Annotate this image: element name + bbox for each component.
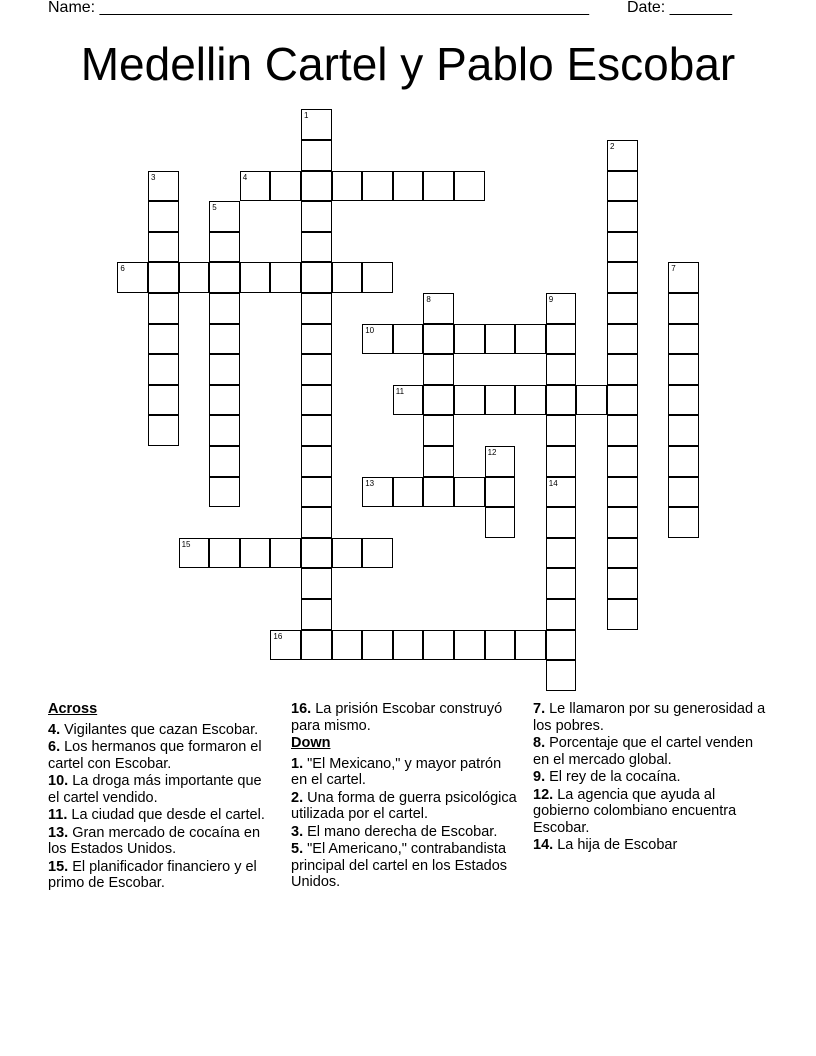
grid-cell[interactable] (423, 354, 454, 385)
grid-cell[interactable] (668, 324, 699, 355)
grid-cell[interactable] (148, 262, 179, 293)
grid-cell[interactable] (301, 232, 332, 263)
grid-cell[interactable] (607, 201, 638, 232)
grid-cell[interactable] (148, 232, 179, 263)
grid-cell[interactable] (607, 446, 638, 477)
grid-cell[interactable] (209, 201, 240, 232)
grid-cell[interactable] (546, 538, 577, 569)
grid-cell[interactable] (117, 262, 148, 293)
grid-cell[interactable] (301, 385, 332, 416)
grid-cell[interactable] (423, 293, 454, 324)
grid-cell[interactable] (546, 568, 577, 599)
grid-cell[interactable] (668, 385, 699, 416)
grid-cell[interactable] (607, 507, 638, 538)
grid-cell[interactable] (209, 232, 240, 263)
grid-cell[interactable] (332, 262, 363, 293)
grid-cell[interactable] (270, 538, 301, 569)
clue-across-15: 15. El planificador financiero y el primo de Escobar. (48, 858, 257, 891)
grid-cell[interactable] (301, 507, 332, 538)
grid-cell[interactable] (270, 262, 301, 293)
grid-cell[interactable] (668, 507, 699, 538)
grid-cell[interactable] (393, 324, 424, 355)
grid-cell[interactable] (393, 385, 424, 416)
grid-cell[interactable] (148, 201, 179, 232)
grid-cell[interactable] (148, 324, 179, 355)
grid-cell[interactable] (301, 293, 332, 324)
grid-cell[interactable] (240, 538, 271, 569)
grid-cell[interactable] (362, 262, 393, 293)
grid-cell[interactable] (362, 538, 393, 569)
grid-cell[interactable] (209, 477, 240, 508)
grid-cell[interactable] (485, 477, 516, 508)
grid-cell[interactable] (301, 140, 332, 171)
grid-cell[interactable] (485, 630, 516, 661)
cell-number: 1 (304, 111, 309, 121)
cell-number: 11 (395, 386, 405, 396)
grid-cell[interactable] (179, 262, 210, 293)
grid-cell[interactable] (209, 354, 240, 385)
grid-cell[interactable] (423, 171, 454, 202)
grid-cell[interactable] (607, 293, 638, 324)
grid-cell[interactable] (607, 385, 638, 416)
grid-cell[interactable] (301, 354, 332, 385)
grid-cell[interactable] (179, 538, 210, 569)
grid-cell[interactable] (332, 171, 363, 202)
grid-cell[interactable] (301, 262, 332, 293)
grid-cell[interactable] (209, 293, 240, 324)
cell-number: 2 (610, 142, 615, 151)
clues-column-3 (533, 701, 773, 855)
cell-number: 4 (242, 172, 248, 182)
grid-cell[interactable] (270, 171, 301, 202)
grid-cell[interactable] (454, 385, 485, 416)
clue-down-5: 5. "El Americano," contrabandista principal del cartel en los Estados Unidos. (291, 841, 508, 890)
grid-cell[interactable] (301, 538, 332, 569)
cell-number: 9 (548, 295, 554, 304)
clue-across-10: 10. La droga más importante que el cartel vendido. (48, 773, 262, 806)
grid-cell[interactable] (546, 354, 577, 385)
cell-number: 12 (487, 448, 497, 457)
grid-cell[interactable] (362, 477, 393, 508)
grid-cell[interactable] (393, 171, 424, 202)
grid-cell[interactable] (362, 324, 393, 355)
grid-cell[interactable] (485, 507, 516, 538)
grid-cell[interactable] (546, 599, 577, 630)
grid-cell[interactable] (301, 568, 332, 599)
grid-cell[interactable] (301, 324, 332, 355)
grid-cell[interactable] (546, 324, 577, 355)
clue-across-4: 4. Vigilantes que cazan Escobar. (48, 721, 259, 738)
grid-cell[interactable] (485, 324, 516, 355)
grid-cell[interactable] (209, 446, 240, 477)
grid-cell[interactable] (546, 446, 577, 477)
grid-cell[interactable] (301, 599, 332, 630)
grid-cell[interactable] (301, 109, 332, 140)
grid-cell[interactable] (209, 262, 240, 293)
grid-cell[interactable] (393, 477, 424, 508)
grid-cell[interactable] (301, 171, 332, 202)
grid-cell[interactable] (332, 538, 363, 569)
grid-cell[interactable] (209, 324, 240, 355)
page-title: Medellin Cartel y Pablo Escobar (80, 38, 736, 90)
grid-cell[interactable] (546, 415, 577, 446)
grid-cell[interactable] (240, 171, 271, 202)
cell-number: 15 (181, 539, 191, 549)
clue-across-16: 16. La prisión Escobar construyó para mismo. (291, 701, 503, 734)
grid-cell[interactable] (301, 477, 332, 508)
clue-down-2: 2. Una forma de guerra psicológica utilizada por el cartel. (291, 789, 517, 822)
clues-column-2 (291, 701, 521, 892)
grid-cell[interactable] (607, 262, 638, 293)
grid-cell[interactable] (546, 477, 577, 508)
grid-cell[interactable] (546, 630, 577, 661)
clue-down-12: 12. La agencia que ayuda al gobierno colombiano encuentra Escobar. (533, 786, 737, 836)
grid-cell[interactable] (332, 630, 363, 661)
grid-cell[interactable] (607, 140, 638, 171)
grid-cell[interactable] (454, 171, 485, 202)
clue-down-14: 14. La hija de Escobar (533, 837, 678, 853)
name-field-label: Name: _______________________________________________________ (48, 0, 589, 16)
grid-cell[interactable] (607, 599, 638, 630)
grid-cell[interactable] (515, 324, 546, 355)
grid-cell[interactable] (546, 507, 577, 538)
grid-cell[interactable] (362, 171, 393, 202)
cell-number: 6 (120, 264, 125, 274)
grid-cell[interactable] (454, 477, 485, 508)
cell-number: 10 (365, 325, 375, 335)
grid-cell[interactable] (515, 630, 546, 661)
clue-down-7: 7. Le llamaron por su generosidad a los pobres. (533, 701, 766, 734)
clue-down-1: 1. "El Mexicano," y mayor patrón en el cartel. (291, 755, 502, 788)
grid-cell[interactable] (423, 446, 454, 477)
grid-cell[interactable] (454, 324, 485, 355)
grid-cell[interactable] (148, 293, 179, 324)
clue-down-3: 3. El mano derecha de Escobar. (291, 823, 498, 840)
grid-cell[interactable] (668, 415, 699, 446)
clue-across-11: 11. La ciudad que desde el cartel. (48, 807, 265, 823)
grid-cell[interactable] (148, 171, 179, 202)
clue-down-8: 8. Porcentaje que el cartel venden en el mercado global. (533, 735, 754, 768)
grid-cell[interactable] (148, 415, 179, 446)
grid-cell[interactable] (485, 385, 516, 416)
clue-down-9: 9. El rey de la cocaína. (533, 769, 681, 785)
grid-cell[interactable] (607, 477, 638, 508)
date-field-label: Date: _______ (627, 0, 732, 16)
grid-cell[interactable] (607, 324, 638, 355)
grid-cell[interactable] (423, 415, 454, 446)
grid-cell[interactable] (607, 568, 638, 599)
grid-cell[interactable] (607, 171, 638, 202)
grid-cell[interactable] (546, 293, 577, 324)
grid-cell[interactable] (607, 538, 638, 569)
grid-cell[interactable] (209, 415, 240, 446)
grid-cell[interactable] (546, 385, 577, 416)
grid-cell[interactable] (362, 630, 393, 661)
across-heading: Across (48, 701, 98, 717)
grid-cell[interactable] (423, 477, 454, 508)
grid-cell[interactable] (607, 232, 638, 263)
clues-column-1 (48, 701, 273, 893)
clue-across-6: 6. Los hermanos que formaron el cartel con Escobar. (48, 739, 262, 772)
grid-cell[interactable] (209, 538, 240, 569)
grid-cell[interactable] (301, 415, 332, 446)
grid-cell[interactable] (209, 385, 240, 416)
grid-cell[interactable] (607, 415, 638, 446)
cell-number: 5 (212, 203, 217, 213)
grid-cell[interactable] (668, 354, 699, 385)
grid-cell[interactable] (423, 630, 454, 661)
grid-cell[interactable] (668, 477, 699, 508)
grid-cell[interactable] (668, 446, 699, 477)
cell-number: 13 (365, 478, 375, 488)
grid-cell[interactable] (576, 385, 607, 416)
grid-cell[interactable] (607, 354, 638, 385)
clue-across-13: 13. Gran mercado de cocaína en los Estados Unidos. (48, 824, 261, 857)
grid-cell[interactable] (668, 293, 699, 324)
grid-cell[interactable] (301, 201, 332, 232)
grid-cell[interactable] (454, 630, 485, 661)
grid-cell[interactable] (485, 446, 516, 477)
cell-number: 16 (273, 631, 283, 641)
grid-cell[interactable] (668, 262, 699, 293)
cell-number: 3 (151, 172, 156, 182)
cell-number: 14 (548, 478, 558, 488)
grid-cell[interactable] (515, 385, 546, 416)
grid-cell[interactable] (148, 385, 179, 416)
cell-number: 7 (671, 264, 676, 274)
grid-cell[interactable] (301, 630, 332, 661)
grid-cell[interactable] (423, 324, 454, 355)
grid-cell[interactable] (423, 385, 454, 416)
cell-number: 8 (426, 295, 431, 304)
grid-cell[interactable] (546, 660, 577, 691)
grid-cell[interactable] (148, 354, 179, 385)
down-heading: Down (291, 735, 331, 751)
grid-cell[interactable] (393, 630, 424, 661)
grid-cell[interactable] (301, 446, 332, 477)
grid-cell[interactable] (240, 262, 271, 293)
grid-cell[interactable] (270, 630, 301, 661)
